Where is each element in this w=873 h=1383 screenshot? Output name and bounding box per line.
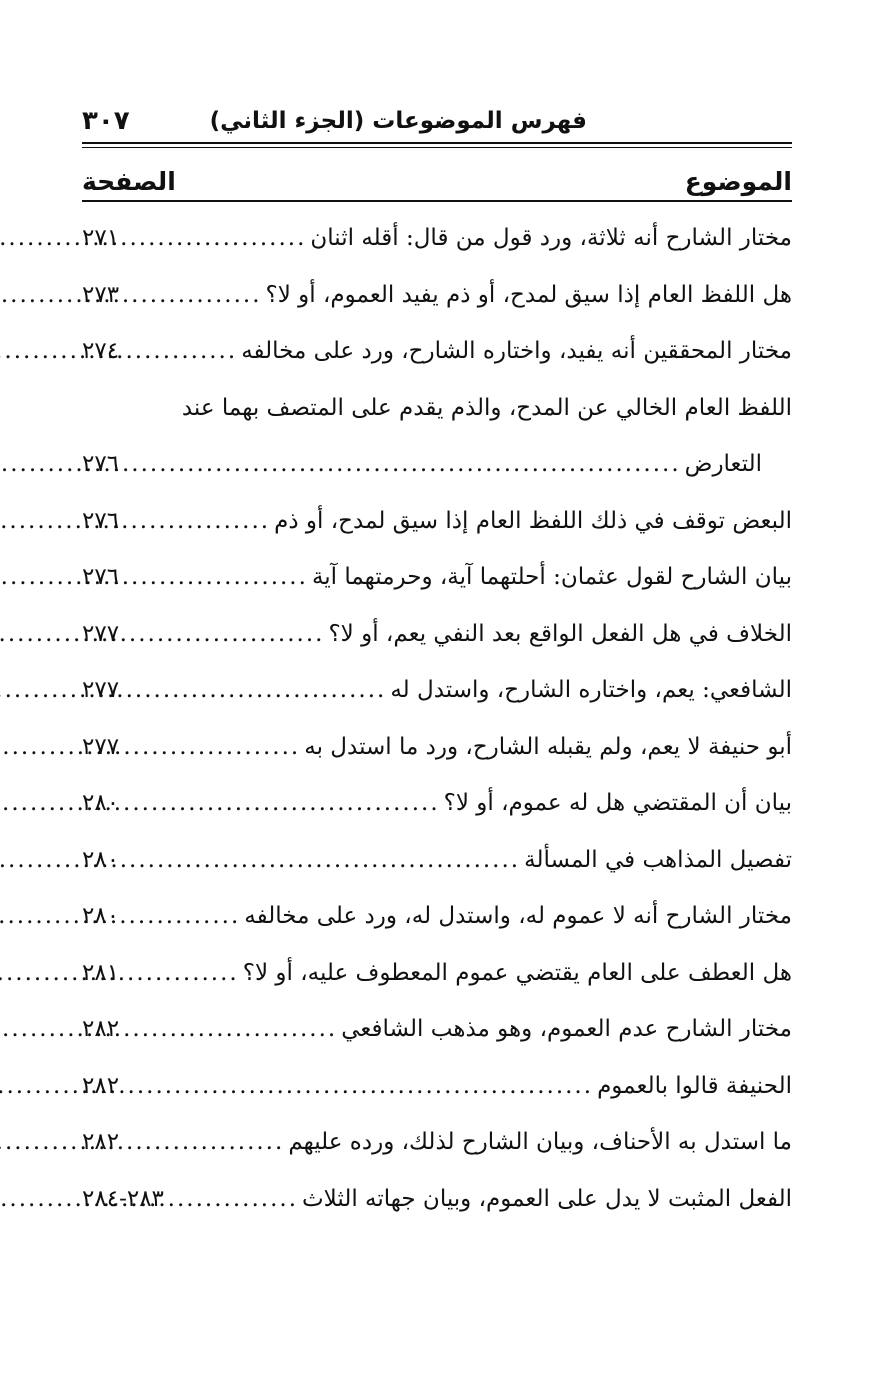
toc-entry-text: هل العطف على العام يقتضي عموم المعطوف عليه، أو لا؟ xyxy=(242,959,792,986)
toc-entry-text: بيان أن المقتضي هل له عموم، أو لا؟ xyxy=(443,790,792,816)
toc-entry-page: ٢٨٢ xyxy=(82,1016,120,1042)
running-title: فهرس الموضوعات (الجزء الثاني) xyxy=(209,108,587,134)
toc-entry-text: التعارض xyxy=(684,451,762,477)
page-number: ٣٠٧ xyxy=(82,106,130,136)
toc-entry-page: ٢٧٦ xyxy=(82,451,120,477)
toc-entry xyxy=(82,888,792,945)
running-header xyxy=(82,90,792,140)
toc-entry xyxy=(82,493,792,550)
toc-entry-text: ما استدل به الأحناف، وبيان الشارح لذلك، ورده عليهم xyxy=(288,1129,792,1155)
toc-entry xyxy=(82,436,792,493)
toc-entry-text: هل اللفظ العام إذا سيق لمدح، أو ذم يفيد العموم، أو لا؟ xyxy=(265,281,792,308)
toc-leader-dots xyxy=(150,888,240,945)
toc-entry-page: ٢٧٧ xyxy=(82,733,120,760)
toc-entry xyxy=(82,945,792,1002)
toc-leader-dots xyxy=(150,210,306,267)
toc-entry xyxy=(82,1114,792,1171)
toc-entry-text: الخلاف في هل الفعل الواقع بعد النفي يعم، أو لا؟ xyxy=(328,620,792,647)
column-page-label: الصفحة xyxy=(82,167,176,196)
toc-entry xyxy=(82,832,792,889)
toc-entry-page: ٢٧٦ xyxy=(82,564,120,590)
toc-entry-page: ٢٨٠ xyxy=(82,846,120,873)
toc-leader-dots xyxy=(150,493,270,550)
toc-entry-text: الشافعي: يعم، واختاره الشارح، واستدل له xyxy=(390,677,792,703)
toc-list xyxy=(82,210,792,1227)
toc-leader-dots xyxy=(150,1001,337,1058)
toc-entry-text: أبو حنيفة لا يعم، ولم يقبله الشارح، ورد ما استدل به xyxy=(304,733,792,760)
toc-entry-text: مختار المحققين أنه يفيد، واختاره الشارح، ورد على مخالفه xyxy=(241,338,792,364)
toc-entry-text: الحنيفة قالوا بالعموم xyxy=(597,1072,792,1099)
toc-leader-dots xyxy=(150,436,681,493)
toc-entry-page: ٢٨٠ xyxy=(82,903,120,929)
toc-entry-page: ٢٧١ xyxy=(82,225,120,251)
toc-leader-dots xyxy=(150,323,237,380)
toc-entry-page: ٢٨١ xyxy=(82,959,120,986)
toc-entry-page: ٢٧٧ xyxy=(82,677,120,703)
toc-entry xyxy=(82,1001,792,1058)
toc-entry-text: بيان الشارح لقول عثمان: أحلتهما آية، وحرمتهما آية xyxy=(311,564,792,590)
toc-page xyxy=(82,90,792,1227)
toc-leader-dots xyxy=(150,606,324,663)
toc-entry-page: ٢٧٦ xyxy=(82,507,120,534)
column-topic-label: الموضوع xyxy=(684,167,792,196)
toc-entry-text: تفصيل المذاهب في المسألة xyxy=(524,846,792,873)
toc-leader-dots xyxy=(150,775,440,832)
toc-entry-page: ٢٨٢ xyxy=(82,1072,120,1099)
toc-entry xyxy=(82,606,792,663)
toc-entry-text: البعض توقف في ذلك اللفظ العام إذا سيق لمدح، أو ذم xyxy=(274,507,792,534)
column-rule xyxy=(82,200,792,202)
toc-entry-page: ٢٧٧ xyxy=(82,620,120,647)
toc-entry xyxy=(82,210,792,267)
toc-entry xyxy=(82,323,792,380)
toc-entry xyxy=(82,267,792,324)
toc-entry xyxy=(82,1058,792,1115)
toc-entry-page: ٢٧٣ xyxy=(82,281,120,308)
toc-entry-text: مختار الشارح أنه ثلاثة، ورد قول من قال: أقله اثنان xyxy=(310,225,792,251)
toc-entry-text: مختار الشارح أنه لا عموم له، واستدل له، ورد على مخالفه xyxy=(244,903,792,929)
toc-entry-text: اللفظ العام الخالي عن المدح، والذم يقدم على المتصف بهما عند xyxy=(181,394,792,421)
toc-leader-dots xyxy=(150,1058,593,1115)
toc-leader-dots xyxy=(150,267,262,324)
toc-entry xyxy=(82,775,792,832)
toc-leader-dots xyxy=(150,549,308,606)
toc-entry xyxy=(82,662,792,719)
toc-leader-dots xyxy=(150,945,239,1002)
toc-entry-text: الفعل المثبت لا يدل على العموم، وبيان جهاته الثلاث xyxy=(302,1185,792,1212)
toc-entry-page: ٢٨٣-٢٨٤ xyxy=(82,1185,164,1212)
toc-entry-text: مختار الشارح عدم العموم، وهو مذهب الشافعي xyxy=(341,1016,792,1042)
toc-entry xyxy=(82,549,792,606)
toc-entry-page: ٢٧٤ xyxy=(82,338,120,364)
toc-entry-page: ٢٨٢ xyxy=(82,1129,120,1155)
toc-leader-dots xyxy=(150,1114,284,1171)
toc-entry-page: ٢٨٠ xyxy=(82,790,120,816)
toc-leader-dots xyxy=(168,1171,298,1228)
toc-entry xyxy=(82,1171,792,1228)
toc-leader-dots xyxy=(150,832,520,889)
toc-entry xyxy=(82,719,792,776)
toc-leader-dots xyxy=(150,662,386,719)
column-header xyxy=(82,148,792,200)
toc-leader-dots xyxy=(150,719,300,776)
toc-entry xyxy=(82,380,792,437)
